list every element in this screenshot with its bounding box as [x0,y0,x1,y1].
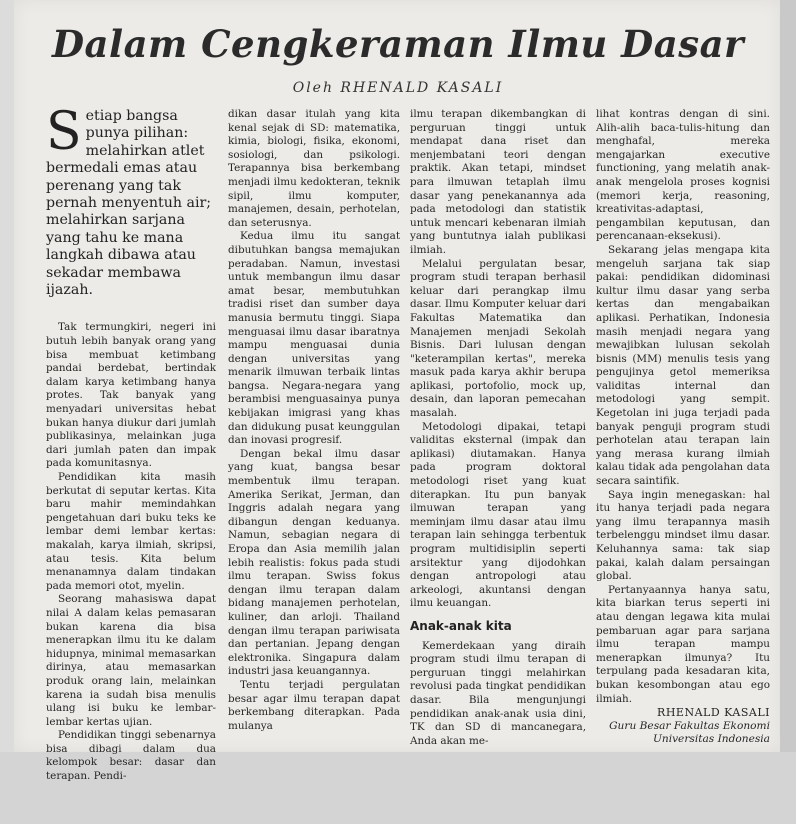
paragraph: Seorang mahasiswa dapat nilai A dalam kelas pemasaran bukan karena dia bisa menerapkan ilmu itu ke dalam hidupnya, minimal memasarkan dirinya, atau memasarkan produk orang lain, melainkan karena ia sudah bisa menulis ulang isi buku ke lembar-lembar kertas ujian. [46,593,216,728]
paragraph: Saya ingin menegaskan: hal itu hanya terjadi pada negara yang ilmu terapannya masih terbelenggu mindset ilmu dasar. Keluhannya sama: tak siap pakai, kalah dalam persaingan global. [596,488,770,583]
paragraph: Tak termungkiri, negeri ini butuh lebih banyak orang yang bisa membuat ketimbang pandai berdebat, bertindak dalam karya ketimbang hanya protes. Tak banyak yang menyadari universitas hebat bukan hanya diukur dari jumlah publikasinya, melainkan juga dari jumlah paten dan impak pada komunitasnya. [46,321,216,470]
paragraph: Pendidikan tinggi sebenarnya bisa dibagi dalam dua kelompok besar: dasar dan terapan. Pendi- [46,729,216,783]
paragraph: Kemerdekaan yang diraih program studi ilmu terapan di perguruan tinggi melahirkan revolusi pada tingkat pendidikan dasar. Bila mengunjungi pendidikan anak-anak usia dini, TK dan SD di mancanegara, Anda akan me- [410,639,586,747]
column-2 [228,108,400,733]
article-title: Dalam Cengkeraman Ilmu Dasar [51,22,745,66]
author-affiliation: Universitas Indonesia [652,732,770,745]
paragraph: Kedua ilmu itu sangat dibutuhkan bangsa memajukan peradaban. Namun, investasi untuk membangun ilmu dasar amat besar, membutuhkan tradisi riset dan sumber daya manusia bermutu tinggi. Siapa menguasai ilmu dasar ibaratnya mampu menguasai dunia dengan universitas yang menarik ilmuwan terbaik lintas bangsa. Negara-negara yang berambisi menguasainya punya kebijakan imigrasi yang khas dan didukung pusat keunggulan dan inovasi progresif. [228,230,400,447]
page-edge [780,0,796,752]
paragraph: Sekarang jelas mengapa kita mengeluh sarjana tak siap pakai: pendidikan didominasi kultur ilmu dasar yang serba kertas dan mengabaikan aplikasi. Perhatikan, Indonesia masih menjadi negara yang mewajibkan lulusan sekolah bisnis (MM) menulis tesis yang pengujinya getol memeriksa validitas internal dan metodologi yang sempit. Kegetolan ini juga terjadi pada banyak penguji program studi perhotelan atau terapan lain yang merasa kurang ilmiah kalau tidak ada pengolahan data secara saintifik. [596,243,770,488]
author-signature [596,706,770,746]
lead-paragraph [46,102,216,299]
column-1 [46,102,216,784]
paragraph: lihat kontras dengan di sini. Alih-alih baca-tulis-hitung dan menghafal, mereka mengajarkan executive functioning, yang melatih anak-anak mengelola proses kognisi (memori kerja, reasoning, kreativitas-adaptasi, pengambilan keputusan, dan perencanaan-eksekusi). [596,108,770,243]
drop-cap: S [46,102,82,162]
author-name: RHENALD KASALI [657,706,770,720]
paragraph: ilmu terapan dikembangkan di perguruan tinggi untuk mendapat dana riset dan menjembatani teori dengan praktik. Akan tetapi, mindset para ilmuwan tetaplah ilmu dasar yang penekanannya ada pada metodologi dan statistik untuk mencari kebenaran ilmiah yang buntutnya ialah publikasi ilmiah. [410,108,586,256]
paragraph: Melalui pergulatan besar, program studi terapan berhasil keluar dari perangkap ilmu dasar. Ilmu Komputer keluar dari Fakultas Matematika dan Manajemen menjadi Sekolah Bisnis. Dari lulusan dengan "keterampilan kertas", mereka masuk pada karya akhir berupa aplikasi, portofolio, mock up, desain, dan laporan pemecahan masalah. [410,257,586,420]
paragraph: Dengan bekal ilmu dasar yang kuat, bangsa besar membentuk ilmu terapan. Amerika Serikat, Jerman, dan Inggris adalah negara yang dibangun dengan keduanya. Namun, sebagian negara di Eropa dan Asia memilih jalan lebih realistis: fokus pada studi ilmu terapan. Swiss fokus dengan ilmu terapan dalam bidang manajemen perhotelan, kuliner, dan arloji. Thailand dengan ilmu terapan pariwisata dan pertanian. Jepang dengan elektronika. Singapura dalam industri jasa keuangannya. [228,447,400,678]
paragraph: Tentu terjadi pergulatan besar agar ilmu terapan dapat berkembang diterapkan. Pada mulanya [228,678,400,732]
article-byline: Oleh RHENALD KASALI [292,80,504,96]
author-role: Guru Besar Fakultas Ekonomi [609,719,770,732]
column-4 [596,108,770,746]
lead-text: etiap bangsa punya pilihan: melahirkan atlet bermedali emas atau perenang yang tak pernah menyentuh air; melahirkan sarjana yang tahu ke mana langkah dibawa atau sekadar membawa ijazah. [46,108,212,299]
section-subhead: Anak-anak kita [410,618,512,633]
paragraph: Metodologi dipakai, tetapi validitas eksternal (impak dan aplikasi) diutamakan. Hanya pada program doktoral metodologi riset yang kuat diterapkan. Itu pun banyak ilmuwan terapan yang meminjam ilmu dasar atau ilmu terapan lain sehingga terbentuk program multidisiplin seperti arsitektur yang dijodohkan dengan antropologi atau arkeologi, akuntansi dengan ilmu keuangan. [410,420,586,610]
column-3 [410,108,586,748]
paragraph: dikan dasar itulah yang kita kenal sejak di SD: matematika, kimia, biologi, fisika, ekonomi, sosiologi, dan psikologi. Terapannya bisa berkembang menjadi ilmu kedokteran, teknik sipil, ilmu komputer, manajemen, desain, perhotelan, dan seterusnya. [228,108,400,229]
paragraph: Pendidikan kita masih berkutat di seputar kertas. Kita baru mahir memindahkan pengetahuan dari buku teks ke lembar demi lembar kertas: makalah, karya ilmiah, skripsi, atau tesis. Kita belum menanamnya dalam tindakan pada memori otot, myelin. [46,471,216,592]
paragraph: Pertanyaannya hanya satu, kita biarkan terus seperti ini atau dengan legawa kita mulai pembaruan agar para sarjana ilmu terapan mampu menerapkan ilmunya? Itu terpulang pada kesadaran kita, bukan kesombongan atau ego ilmiah. [596,583,770,705]
